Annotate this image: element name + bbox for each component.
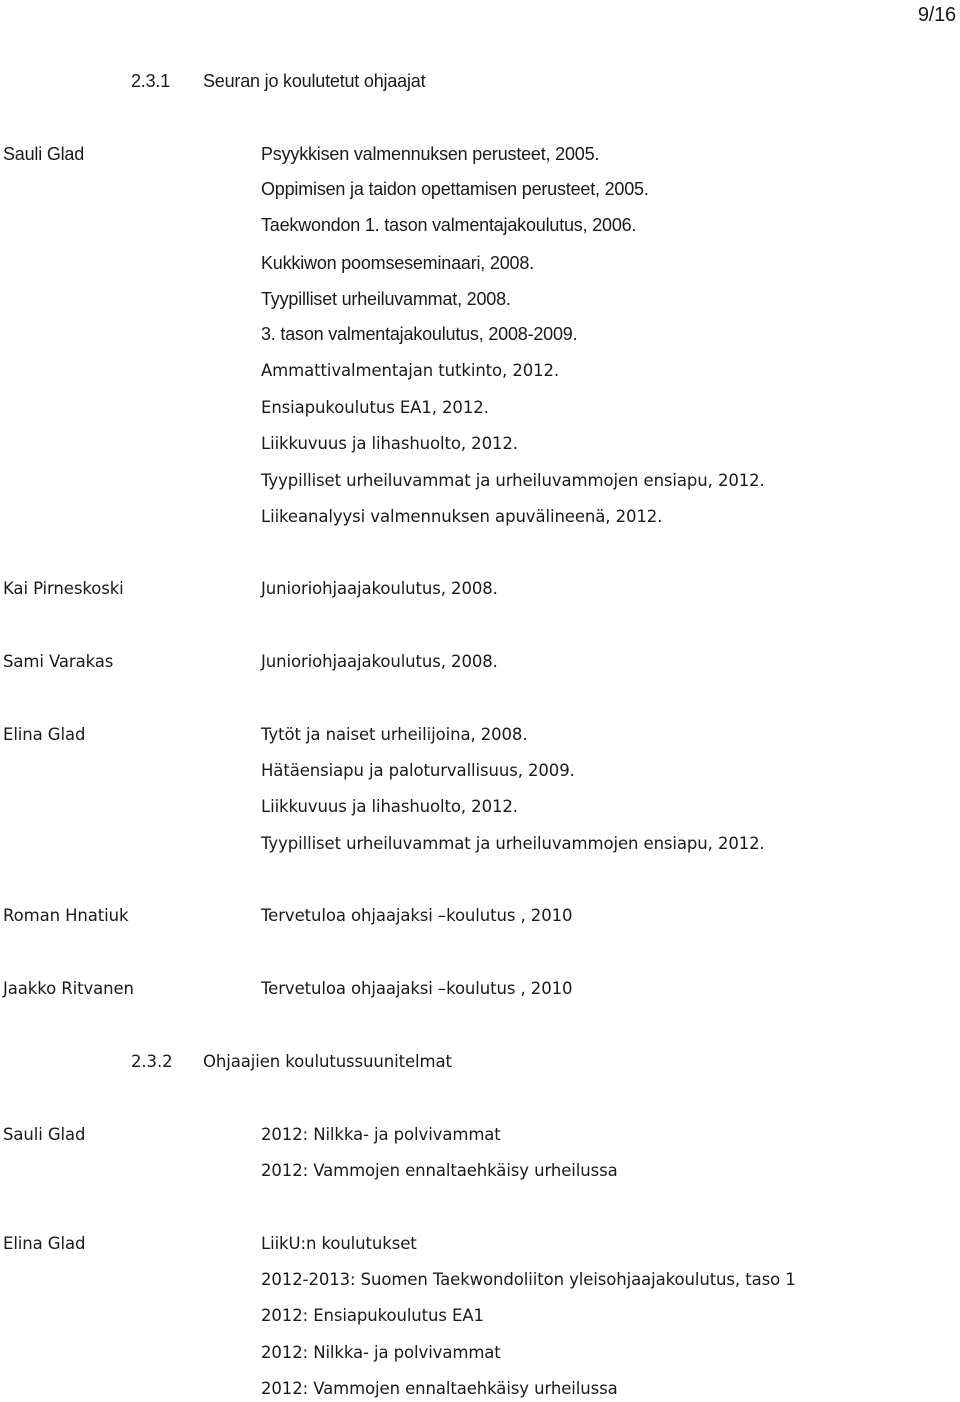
course-item: Psyykkisen valmennuksen perusteet, 2005. (261, 144, 600, 164)
course-item: Junioriohjaajakoulutus, 2008. (261, 652, 498, 671)
course-item: Tyypilliset urheiluvammat ja urheiluvammojen ensiapu, 2012. (261, 471, 765, 490)
person-name: Sami Varakas (3, 652, 114, 671)
course-item: Tyypilliset urheiluvammat, 2008. (261, 289, 511, 309)
person-name: Elina Glad (3, 1234, 86, 1253)
course-item: Ensiapukoulutus EA1, 2012. (261, 398, 489, 417)
person-name: Sauli Glad (3, 144, 85, 164)
section-title: Ohjaajien koulutussuunitelmat (203, 1052, 452, 1071)
plan-item: 2012: Nilkka- ja polvivammat (261, 1343, 501, 1362)
person-name: Elina Glad (3, 725, 86, 744)
plan-item: 2012: Nilkka- ja polvivammat (261, 1125, 501, 1144)
section-title: Seuran jo koulutetut ohjaajat (203, 71, 426, 91)
course-item: Liikkuvuus ja lihashuolto, 2012. (261, 797, 518, 816)
course-item: Tytöt ja naiset urheilijoina, 2008. (261, 725, 528, 744)
plan-item: 2012-2013: Suomen Taekwondoliiton yleisohjaajakoulutus, taso 1 (261, 1270, 796, 1289)
section-number: 2.3.1 (131, 71, 171, 91)
plan-item: 2012: Ensiapukoulutus EA1 (261, 1306, 484, 1325)
section-number: 2.3.2 (131, 1052, 173, 1071)
course-item: Kukkiwon poomseseminaari, 2008. (261, 253, 534, 273)
course-item: Ammattivalmentajan tutkinto, 2012. (261, 361, 560, 380)
page-number: 9/16 (917, 4, 956, 26)
person-name: Kai Pirneskoski (3, 579, 124, 598)
plan-item: 2012: Vammojen ennaltaehkäisy urheilussa (261, 1161, 618, 1180)
course-item: 3. tason valmentajakoulutus, 2008-2009. (261, 324, 578, 344)
course-item: Hätäensiapu ja paloturvallisuus, 2009. (261, 761, 575, 780)
course-item: Tervetuloa ohjaajaksi –koulutus , 2010 (261, 979, 573, 998)
course-item: Liikkuvuus ja lihashuolto, 2012. (261, 434, 518, 453)
person-name: Jaakko Ritvanen (3, 979, 134, 998)
course-item: Taekwondon 1. tason valmentajakoulutus, 2006. (261, 215, 637, 235)
plan-item: LiikU:n koulutukset (261, 1234, 417, 1253)
plan-item: 2012: Vammojen ennaltaehkäisy urheilussa (261, 1379, 618, 1398)
course-item: Tyypilliset urheiluvammat ja urheiluvammojen ensiapu, 2012. (261, 834, 765, 853)
course-item: Liikeanalyysi valmennuksen apuvälineenä, 2012. (261, 507, 663, 526)
course-item: Tervetuloa ohjaajaksi –koulutus , 2010 (261, 906, 573, 925)
person-name: Roman Hnatiuk (3, 906, 129, 925)
course-item: Oppimisen ja taidon opettamisen perusteet, 2005. (261, 179, 649, 199)
course-item: Junioriohjaajakoulutus, 2008. (261, 579, 498, 598)
person-name: Sauli Glad (3, 1125, 86, 1144)
